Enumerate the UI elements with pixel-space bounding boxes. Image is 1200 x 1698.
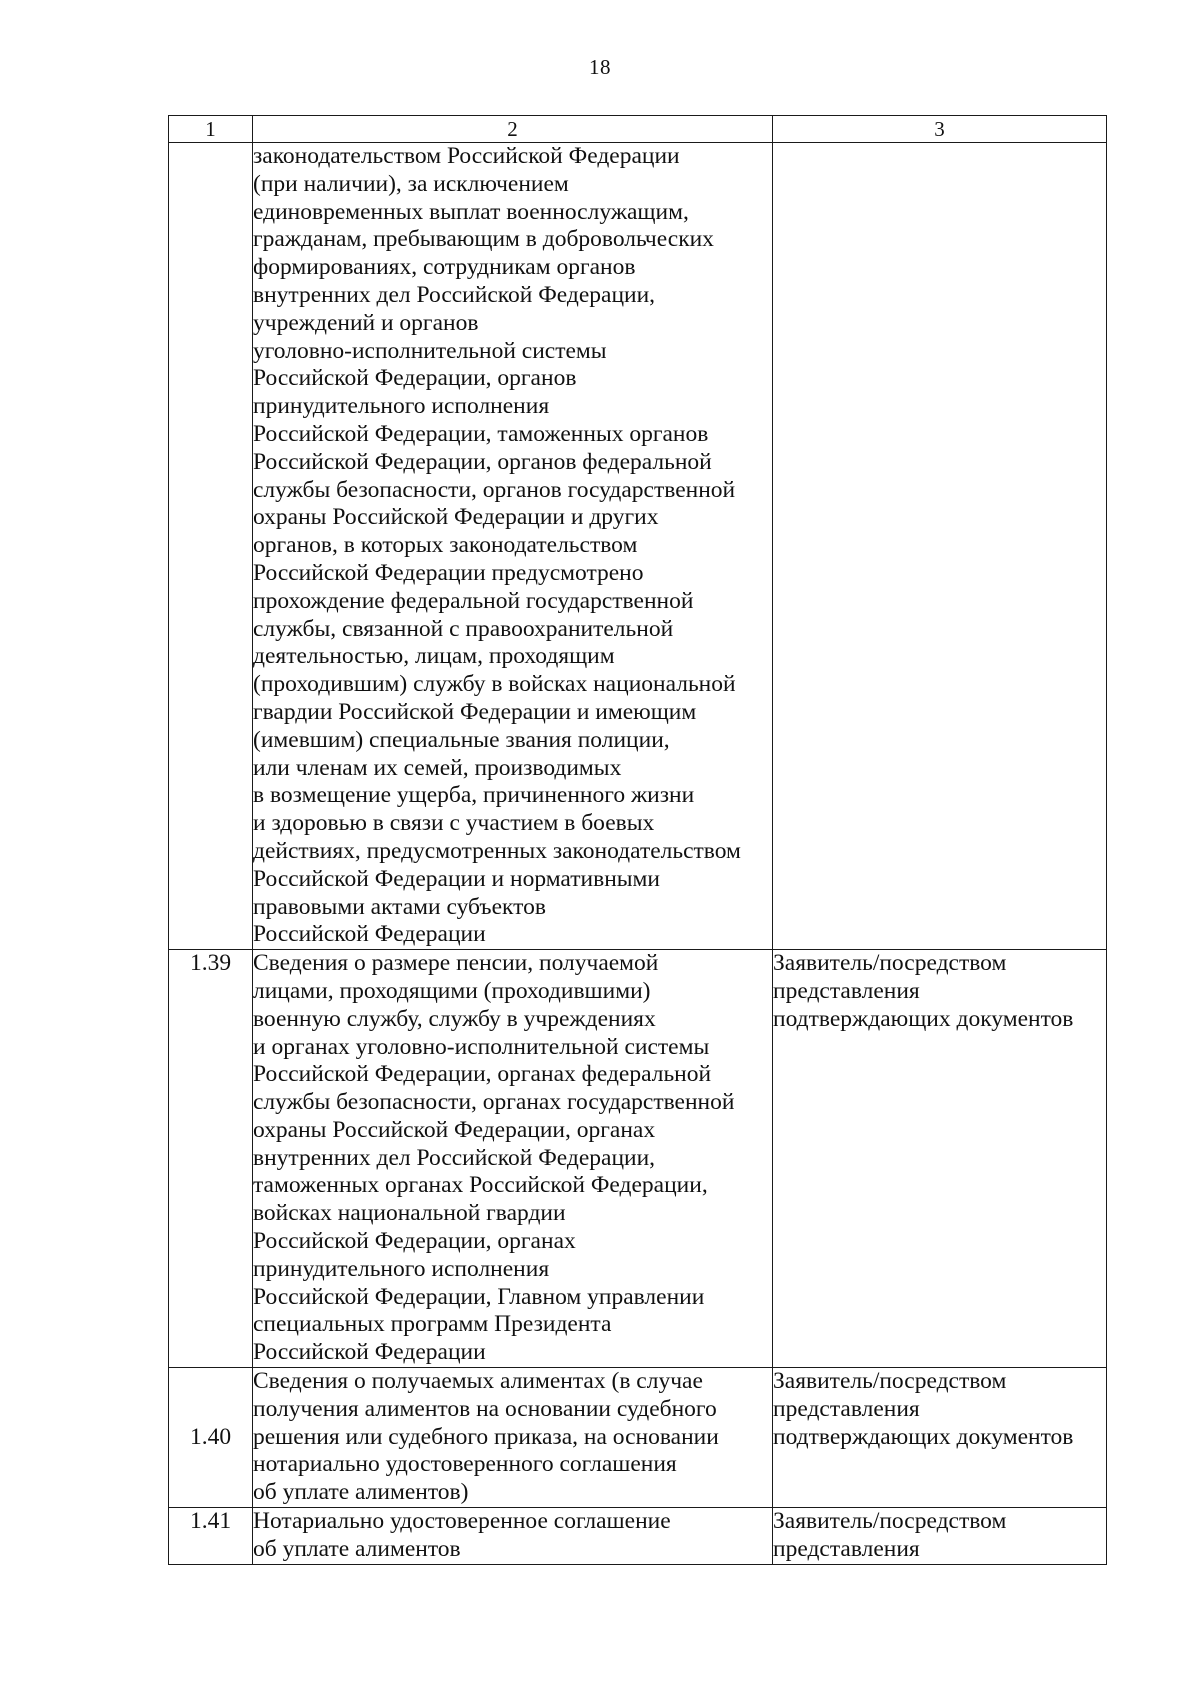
description-cell	[253, 1508, 773, 1565]
description-line: принудительного исполнения	[253, 1255, 550, 1282]
table-row	[169, 143, 1107, 950]
description-line: службы, связанной с правоохранительной	[253, 615, 674, 642]
description-line: Сведения о размере пенсии, получаемой	[253, 950, 659, 977]
description-line: Российской Федерации	[253, 921, 486, 948]
description-line: действиях, предусмотренных законодательством	[253, 837, 741, 864]
description-line: Российской Федерации, таможенных органов	[253, 420, 709, 447]
column-header-1: 1	[169, 116, 253, 143]
description-line: Российской Федерации, органах	[253, 1228, 576, 1255]
description-line: решения или судебного приказа, на основании	[253, 1423, 719, 1450]
description-line: законодательством Российской Федерации	[253, 143, 680, 169]
description-line: внутренних дел Российской Федерации,	[253, 281, 656, 308]
source-cell	[773, 950, 1107, 1368]
table-body	[169, 143, 1107, 1565]
row-number-cell: 1.41	[169, 1508, 253, 1565]
source-line: подтверждающих документов	[773, 1423, 1074, 1450]
description-line: формированиях, сотрудникам органов	[253, 254, 636, 281]
description-line: Российской Федерации, органов федеральной	[253, 448, 712, 475]
description-line: об уплате алиментов)	[253, 1479, 469, 1506]
description-line: правовыми актами субъектов	[253, 893, 546, 920]
column-header-3: 3	[773, 116, 1107, 143]
description-cell	[253, 143, 773, 950]
source-line: представления	[773, 1395, 920, 1422]
description-line: (проходившим) службу в войсках национальной	[253, 671, 736, 698]
source-line: Заявитель/посредством	[773, 1368, 1007, 1395]
source-cell	[773, 1368, 1107, 1508]
description-line: нотариально удостоверенного соглашения	[253, 1451, 677, 1478]
description-line: охраны Российской Федерации и других	[253, 504, 659, 531]
document-table	[168, 115, 1107, 1565]
description-line: внутренних дел Российской Федерации,	[253, 1144, 656, 1171]
description-line: единовременных выплат военнослужащим,	[253, 198, 689, 225]
description-line: Российской Федерации предусмотрено	[253, 559, 644, 586]
description-line: органов, в которых законодательством	[253, 532, 638, 559]
description-line: деятельностью, лицам, проходящим	[253, 643, 615, 670]
table-row	[169, 950, 1107, 1368]
description-line: и здоровью в связи с участием в боевых	[253, 810, 655, 837]
description-line: в возмещение ущерба, причиненного жизни	[253, 782, 695, 809]
page-number: 18	[589, 55, 611, 79]
description-line: уголовно-исполнительной системы	[253, 337, 607, 364]
source-line: подтверждающих документов	[773, 1005, 1074, 1032]
description-line: принудительного исполнения	[253, 393, 550, 420]
row-number-cell	[169, 143, 253, 950]
description-line: Российской Федерации	[253, 1339, 486, 1366]
description-line: Сведения о получаемых алиментах (в случае	[253, 1368, 703, 1395]
source-line: представления	[773, 1535, 920, 1562]
source-cell	[773, 143, 1107, 950]
description-line: Российской Федерации, Главном управлении	[253, 1283, 705, 1310]
description-line: и органах уголовно-исполнительной системы	[253, 1033, 710, 1060]
description-line: службы безопасности, органов государственной	[253, 476, 736, 503]
description-line: получения алиментов на основании судебного	[253, 1395, 717, 1422]
table-row	[169, 1508, 1107, 1565]
description-line: лицами, проходящими (проходившими)	[253, 977, 651, 1004]
table-header-row	[169, 116, 1107, 143]
description-line: (при наличии), за исключением	[253, 170, 569, 197]
row-number-cell: 1.39	[169, 950, 253, 1368]
description-line: или членам их семей, производимых	[253, 754, 622, 781]
description-line: специальных программ Президента	[253, 1311, 612, 1338]
description-line: Нотариально удостоверенное соглашение	[253, 1508, 671, 1535]
description-line: Российской Федерации и нормативными	[253, 865, 661, 892]
table-row	[169, 1368, 1107, 1508]
description-line: об уплате алиментов	[253, 1535, 461, 1562]
description-line: прохождение федеральной государственной	[253, 587, 694, 614]
description-line: учреждений и органов	[253, 309, 479, 336]
source-line: Заявитель/посредством	[773, 950, 1007, 977]
description-line: войсках национальной гвардии	[253, 1200, 566, 1227]
description-line: службы безопасности, органах государственной	[253, 1089, 735, 1116]
source-line: Заявитель/посредством	[773, 1508, 1007, 1535]
description-line: таможенных органах Российской Федерации,	[253, 1172, 708, 1199]
description-line: гвардии Российской Федерации и имеющим	[253, 698, 697, 725]
row-number-cell: 1.40	[169, 1368, 253, 1508]
description-line: (имевшим) специальные звания полиции,	[253, 726, 670, 753]
source-line: представления	[773, 977, 920, 1004]
description-line: гражданам, пребывающим в добровольческих	[253, 226, 714, 253]
description-cell	[253, 950, 773, 1368]
description-line: охраны Российской Федерации, органах	[253, 1116, 656, 1143]
description-line: Российской Федерации, органах федеральной	[253, 1061, 712, 1088]
description-line: Российской Федерации, органов	[253, 365, 577, 392]
column-header-2: 2	[253, 116, 773, 143]
source-cell	[773, 1508, 1107, 1565]
description-line: военную службу, службу в учреждениях	[253, 1005, 656, 1032]
description-cell	[253, 1368, 773, 1508]
